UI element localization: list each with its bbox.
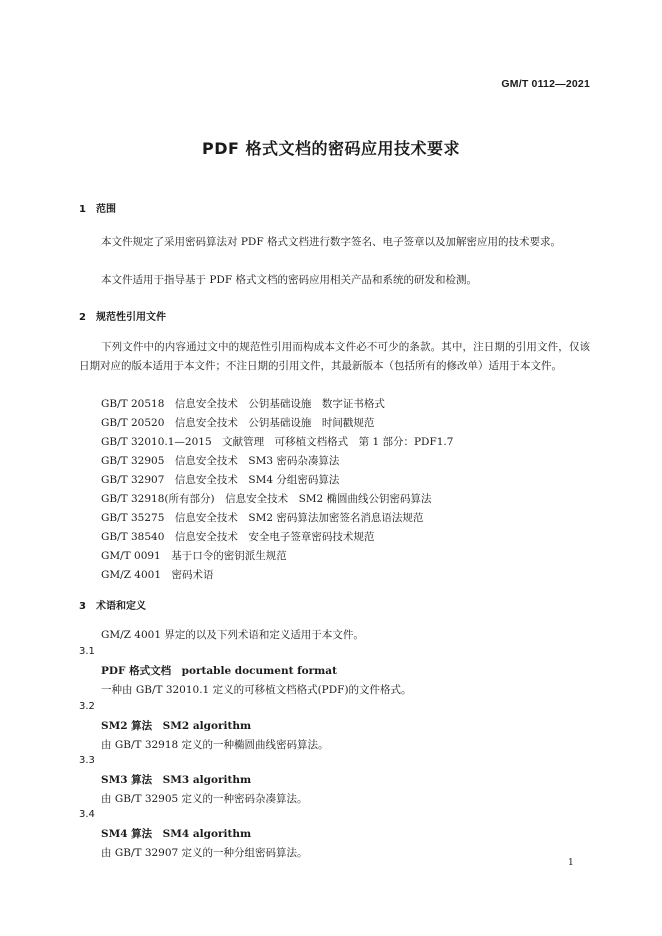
reference-item: GB/T 32918(所有部分) 信息安全技术 SM2 椭圆曲线公钥密码算法 xyxy=(101,493,432,505)
section-number: 3 xyxy=(79,601,86,612)
section-title: 规范性引用文件 xyxy=(96,312,166,323)
reference-item: GB/T 38540 信息安全技术 安全电子签章密码技术规范 xyxy=(101,531,375,543)
reference-item: GB/T 32907 信息安全技术 SM4 分组密码算法 xyxy=(101,474,340,486)
reference-item: GB/T 20518 信息安全技术 公钥基础设施 数字证书格式 xyxy=(101,398,385,410)
term-name: PDF 格式文档 portable document format xyxy=(101,665,337,677)
reference-item: GM/T 0091 基于口令的密钥派生规范 xyxy=(101,550,287,562)
term-number: 3.1 xyxy=(79,646,95,657)
document-title: PDF 格式文档的密码应用技术要求 xyxy=(201,139,460,158)
section-2-heading xyxy=(79,308,166,323)
reference-item: GB/T 32010.1—2015 文献管理 可移植文档格式 第 1 部分：PDF1.7 xyxy=(101,436,454,448)
reference-item: GM/Z 4001 密码术语 xyxy=(101,569,214,581)
term-name: SM3 算法 SM3 algorithm xyxy=(101,774,252,786)
section-number: 2 xyxy=(79,312,86,323)
section-title: 术语和定义 xyxy=(96,601,146,612)
terms-intro: GM/Z 4001 界定的以及下列术语和定义适用于本文件。 xyxy=(101,629,364,641)
term-definition: 由 GB/T 32907 定义的一种分组密码算法。 xyxy=(101,847,308,859)
section-1-heading xyxy=(79,200,116,215)
reference-item: GB/T 35275 信息安全技术 SM2 密码算法加密签名消息语法规范 xyxy=(101,512,424,524)
term-definition: 由 GB/T 32918 定义的一种椭圆曲线密码算法。 xyxy=(101,739,329,751)
term-definition: 由 GB/T 32905 定义的一种密码杂凑算法。 xyxy=(101,793,308,805)
term-definition: 一种由 GB/T 32010.1 定义的可移植文档格式(PDF)的文件格式。 xyxy=(101,684,412,696)
page-number: 1 xyxy=(568,858,574,868)
standard-code: GM/T 0112—2021 xyxy=(501,78,590,90)
reference-item: GB/T 32905 信息安全技术 SM3 密码杂凑算法 xyxy=(101,455,340,467)
term-number: 3.2 xyxy=(79,701,95,712)
scope-paragraph-1: 本文件规定了采用密码算法对 PDF 格式文档进行数字签名、电子签章以及加解密应用的技术要求。 xyxy=(101,236,561,248)
term-number: 3.4 xyxy=(79,809,95,820)
term-name: SM2 算法 SM2 algorithm xyxy=(101,720,252,732)
section-number: 1 xyxy=(79,204,86,215)
reference-item: GB/T 20520 信息安全技术 公钥基础设施 时间戳规范 xyxy=(101,417,375,429)
section-title: 范围 xyxy=(96,204,116,215)
term-name: SM4 算法 SM4 algorithm xyxy=(101,828,252,840)
term-number: 3.3 xyxy=(79,755,95,766)
references-intro: 下列文件中的内容通过文中的规范性引用而构成本文件必不可少的条款。其中，注日期的引用文件，仅该日期对应的版本适用于本文件；不注日期的引用文件，其最新版本（包括所有的修改单）适用于本文件。 xyxy=(79,341,590,372)
scope-paragraph-2: 本文件适用于指导基于 PDF 格式文档的密码应用相关产品和系统的研发和检测。 xyxy=(101,274,477,286)
section-3-heading xyxy=(79,597,146,612)
